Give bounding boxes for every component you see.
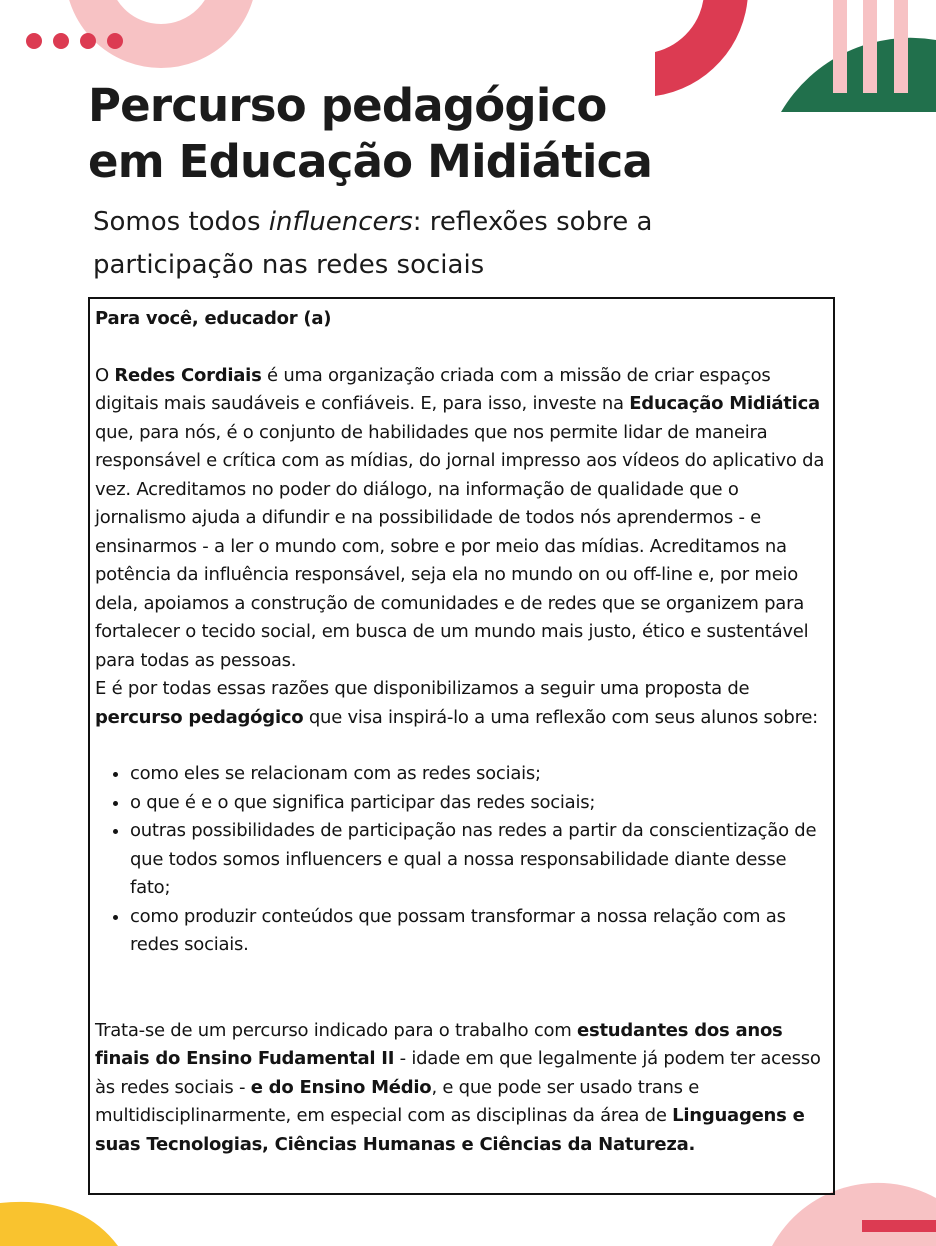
red-dots-decoration: [26, 33, 123, 49]
bold-span: e do Ensino Médio: [250, 1076, 432, 1098]
text-span: que, para nós, é o conjunto de habilidades que nos permite lidar de maneira responsável e crítica com as mídias, do jornal impresso aos vídeos do aplicativo da vez. Acreditamos no poder do diálogo, na informação de qualidade que o jornalismo ajuda a difundir e na possibilidade de todos nós aprendermos - e ensinarmos - a ler o mundo com, sobre e por meio das mídias. Acreditamos na potência da influência responsável, seja ela no mundo on ou off-line e, por meio dela, apoiamos a construção de comunidades e de redes que se organizem para fortalecer o tecido social, em busca de um mundo mais justo, ético e sustentável para todas as pessoas.: [95, 421, 825, 671]
dot-icon: [80, 33, 96, 49]
text-span: O: [95, 364, 115, 386]
subtitle-text: : reflexões sobre a participação nas redes sociais: [93, 207, 653, 280]
bold-span: Educação Midiática: [629, 393, 820, 414]
bold-span: estudantes dos anos finais do Ensino Fudamental II: [95, 1019, 783, 1069]
title-line-2: em Educação Midiática: [88, 135, 653, 188]
bold-span: Redes Cordiais: [114, 364, 262, 386]
educator-info-box: [88, 297, 835, 1195]
subtitle-text: Somos todos: [93, 207, 269, 237]
text-span: E é por todas essas razões que disponibilizamos a seguir uma proposta de: [95, 678, 750, 699]
red-bar-shape: [862, 1220, 936, 1232]
page-subtitle: [93, 201, 733, 287]
list-item: • como eles se relacionam com as redes sociais;: [130, 760, 827, 789]
dot-icon: [107, 33, 123, 49]
box-heading: Para você, educador (a): [95, 308, 332, 329]
text-span: Trata-se de um percurso indicado para o trabalho com: [95, 1019, 578, 1041]
pink-bar-shape: [833, 0, 847, 93]
list-item: • outras possibilidades de participação nas redes a partir da conscientização de que todos somos influencers e qual a nossa responsabilidade diante desse fato;: [130, 817, 827, 903]
pink-bar-shape: [894, 0, 908, 93]
title-line-1: Percurso pedagógico: [88, 79, 607, 132]
bold-span: percurso pedagógico: [95, 706, 304, 728]
text-span: é uma organização criada com a missão de criar espaços digitais mais saudáveis e confiáveis. E, para isso, investe na: [95, 364, 771, 414]
dot-icon: [53, 33, 69, 49]
audience-paragraph: [95, 1017, 827, 1160]
text-span: , e que pode ser usado trans e multidisciplinarmente, em especial com as disciplinas da área de: [95, 1076, 700, 1126]
list-item: • como produzir conteúdos que possam transformar a nossa relação com as redes sociais.: [130, 903, 827, 960]
yellow-semicircle-shape: [0, 1202, 118, 1246]
list-item: • o que é e o que significa participar das redes sociais;: [130, 789, 827, 818]
bold-span: Linguagens e suas Tecnologias, Ciências Humanas e Ciências da Natureza.: [95, 1105, 805, 1155]
green-semicircle-shape: [781, 38, 936, 112]
pink-bar-shape: [863, 0, 877, 93]
topics-list: [95, 760, 827, 960]
page-title: [88, 78, 652, 190]
text-span: que visa inspirá-lo a uma reflexão com seus alunos sobre:: [303, 706, 818, 728]
dot-icon: [26, 33, 42, 49]
purpose-paragraph: [95, 675, 827, 732]
intro-paragraph: [95, 362, 827, 676]
subtitle-italic: influencers: [268, 207, 413, 237]
red-arc-shape: [655, 0, 748, 96]
text-span: - idade em que legalmente já podem ter acesso às redes sociais -: [95, 1048, 821, 1098]
